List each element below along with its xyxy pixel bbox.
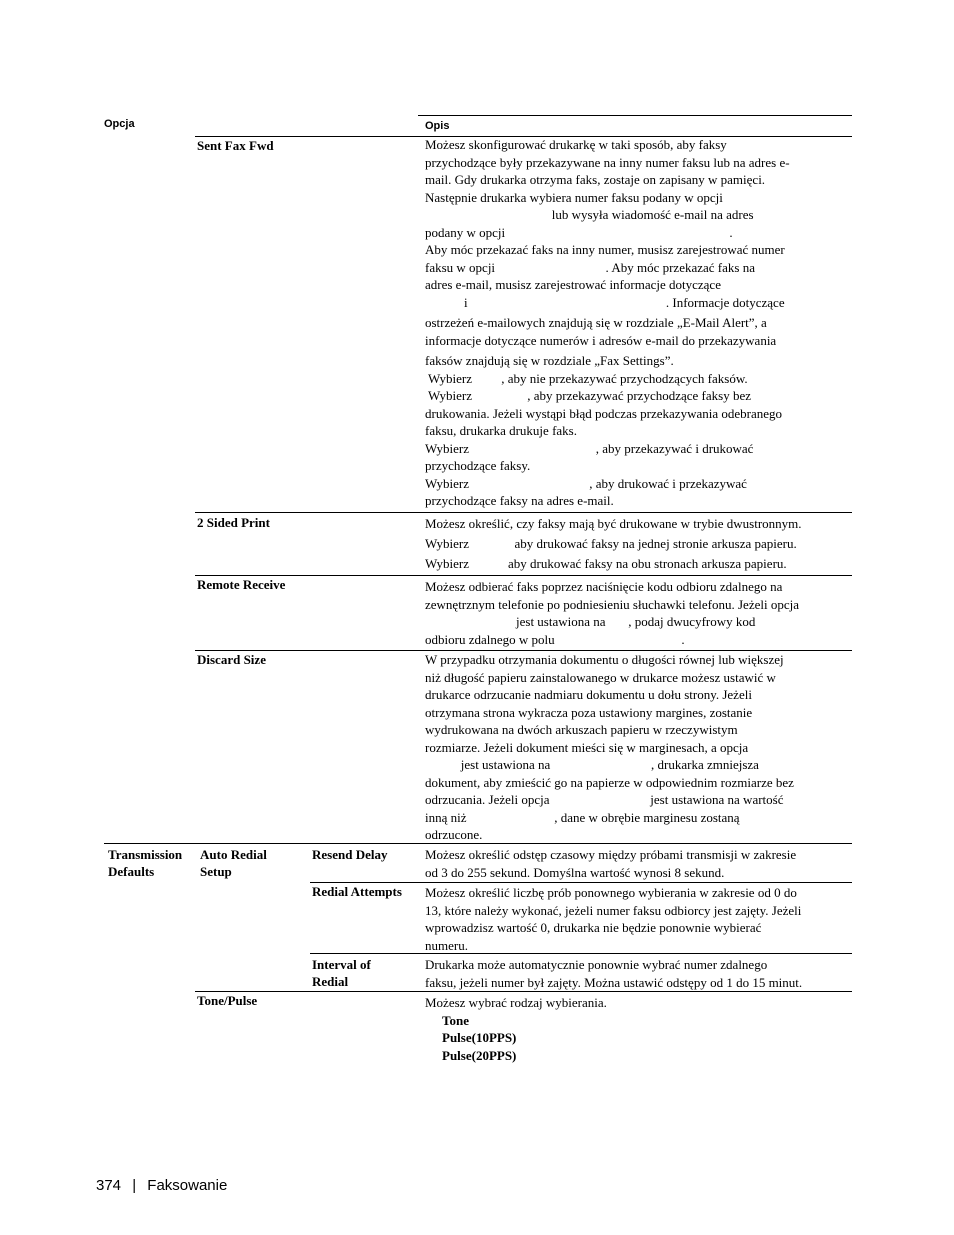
description-line: Wybierz , aby nie przekazywać przychodzących faksów. [425, 370, 748, 386]
description-line: faksów znajdują się w rozdziale „Fax Settings”. [425, 353, 674, 368]
description-line: Drukarka może automatycznie ponownie wybrać numer zdalnego [425, 957, 768, 972]
description-discard-size [425, 651, 853, 844]
description-resend-delay [425, 846, 853, 881]
option-label-redial-attempts: Redial Attempts [312, 884, 402, 899]
description-line: Wybierz , aby przekazywać przychodzące faksy bez [425, 388, 751, 403]
description-line: faksu, jeżeli numer był zajęty. Można ustawić odstępy od 1 do 15 minut. [425, 974, 803, 990]
description-line: wydrukowana na dwóch arkuszach papieru w rzeczywistym [425, 722, 738, 737]
description-line: drukarce odrzucanie nadmiaru dokumentu u dołu strony. Jeżeli [425, 687, 752, 702]
description-line: rozmiarze. Jeżeli dokument mieści się w marginesach, a opcja [425, 739, 749, 755]
description-line: wprowadzisz wartość 0, drukarka nie będzie ponownie wybierać [425, 920, 762, 935]
description-line: przychodzące były przekazywane na inny numer faksu lub na adres e- [425, 154, 790, 170]
description-line: informacje dotyczące numerów i adresów e-mail do przekazywania [425, 332, 777, 348]
option-label-line: Interval of [312, 957, 371, 972]
option-label-discard-size: Discard Size [197, 652, 266, 667]
description-line: Możesz wybrać rodzaj wybierania. [425, 995, 607, 1010]
description-line: jest ustawiona na , drukarka zmniejsza [425, 757, 759, 772]
description-line: od 3 do 255 sekund. Domyślna wartość wynosi 8 sekund. [425, 864, 725, 880]
group-label-transmission-defaults [108, 846, 182, 880]
description-line: inną niż , dane w obrębie marginesu zostaną [425, 809, 740, 825]
description-line: lub wysyła wiadomość e-mail na adres [425, 207, 754, 222]
description-sent-fax-fwd [425, 136, 853, 510]
description-line: Możesz określić liczbę prób ponownego wybierania w zakresie od 0 do [425, 885, 797, 900]
subgroup-label-auto-redial-setup [200, 846, 267, 880]
description-line: Wybierz aby drukować faksy na jednej stronie arkusza papieru. [425, 536, 797, 551]
description-line: podany w opcji . [425, 224, 733, 240]
description-line: odbioru zdalnego w polu . [425, 631, 685, 647]
option-label-resend-delay: Resend Delay [312, 847, 388, 862]
option-label-tone-pulse: Tone/Pulse [197, 993, 258, 1008]
description-line: Możesz określić odstęp czasowy między próbami transmisji w zakresie [425, 847, 797, 862]
description-line: Możesz skonfigurować drukarkę w taki sposób, aby faksy [425, 137, 727, 152]
header-top-rule [418, 115, 852, 116]
description-line: Wybierz aby drukować faksy na obu stronach arkusza papieru. [425, 556, 787, 571]
description-line: numeru. [425, 937, 468, 953]
description-line: niż długość papieru zainstalowanego w drukarce możesz ustawić w [425, 669, 776, 685]
description-line: drukowania. Jeżeli wystąpi błąd podczas przekazywania odebranego [425, 405, 782, 421]
description-line: W przypadku otrzymania dokumentu o długości równej lub większej [425, 652, 784, 667]
description-line: zewnętrznym telefonie po podniesieniu słuchawki telefonu. Jeżeli opcja [425, 596, 799, 612]
description-line: przychodzące faksy. [425, 458, 531, 473]
description-line: Wybierz , aby przekazywać i drukować [425, 440, 754, 456]
group-label-line: Transmission [108, 847, 183, 862]
column-header-option: Opcja [104, 118, 135, 130]
description-line: i . Informacje dotyczące [425, 294, 785, 310]
description-line: ostrzeżeń e-mailowych znajdują się w rozdziale „E-Mail Alert”, a [425, 315, 767, 330]
description-line: faksu, drukarka drukuje faks. [425, 423, 577, 438]
dialing-option-tone: Tone [442, 1012, 469, 1028]
option-label-interval-of-redial [312, 956, 371, 990]
subgroup-label-line: Setup [200, 864, 232, 879]
row-divider [195, 512, 852, 513]
option-label-2-sided-print: 2 Sided Print [197, 515, 270, 530]
row-divider [195, 575, 852, 576]
description-line: Wybierz , aby drukować i przekazywać [425, 475, 747, 491]
option-label-sent-fax-fwd: Sent Fax Fwd [197, 138, 274, 153]
description-line: przychodzące faksy na adres e-mail. [425, 493, 614, 508]
description-tone-pulse [425, 994, 853, 1064]
description-line: odrzucania. Jeżeli opcja jest ustawiona na wartość [425, 792, 784, 807]
page-number: 374 [96, 1177, 122, 1194]
description-line: Następnie drukarka wybiera numer faksu podany w opcji [425, 189, 723, 205]
description-line: mail. Gdy drukarka otrzyma faks, zostaje on zapisany w pamięci. [425, 172, 766, 187]
description-interval-of-redial [425, 956, 853, 991]
description-line: Możesz określić, czy faksy mają być drukowane w trybie dwustronnym. [425, 516, 802, 531]
description-redial-attempts [425, 884, 853, 954]
description-line: otrzymana strona wykracza poza ustawiony margines, zostanie [425, 704, 753, 720]
description-line: adres e-mail, musisz zarejestrować informacje dotyczące [425, 277, 721, 292]
row-divider [195, 991, 852, 992]
description-line: 13, które należy wykonać, jeżeli numer faksu odbiorcy jest zajęty. Jeżeli [425, 902, 802, 918]
page-footer [96, 1177, 227, 1194]
description-line: dokument, aby zmieścić go na papierze w odpowiednim rozmiarze bez [425, 774, 794, 790]
column-header-description: Opis [425, 120, 450, 132]
description-2-sided-print [425, 514, 853, 574]
option-label-line: Redial [312, 974, 349, 989]
description-line: Możesz odbierać faks poprzez naciśnięcie kodu odbioru zdalnego na [425, 579, 783, 594]
description-line: Aby móc przekazać faks na inny numer, musisz zarejestrować numer [425, 242, 785, 257]
footer-separator: | [132, 1177, 137, 1194]
dialing-option-pulse-10pps: Pulse(10PPS) [442, 1030, 517, 1045]
description-line: odrzucone. [425, 827, 483, 842]
description-remote-receive [425, 578, 853, 648]
description-line: jest ustawiona na , podaj dwucyfrowy kod [425, 614, 756, 629]
subgroup-label-line: Auto Redial [200, 847, 267, 862]
group-label-line: Defaults [108, 864, 155, 879]
dialing-option-pulse-20pps: Pulse(20PPS) [442, 1047, 517, 1063]
description-line: faksu w opcji . Aby móc przekazać faks na [425, 259, 755, 275]
section-name: Faksowanie [147, 1177, 228, 1194]
option-label-remote-receive: Remote Receive [197, 577, 286, 592]
